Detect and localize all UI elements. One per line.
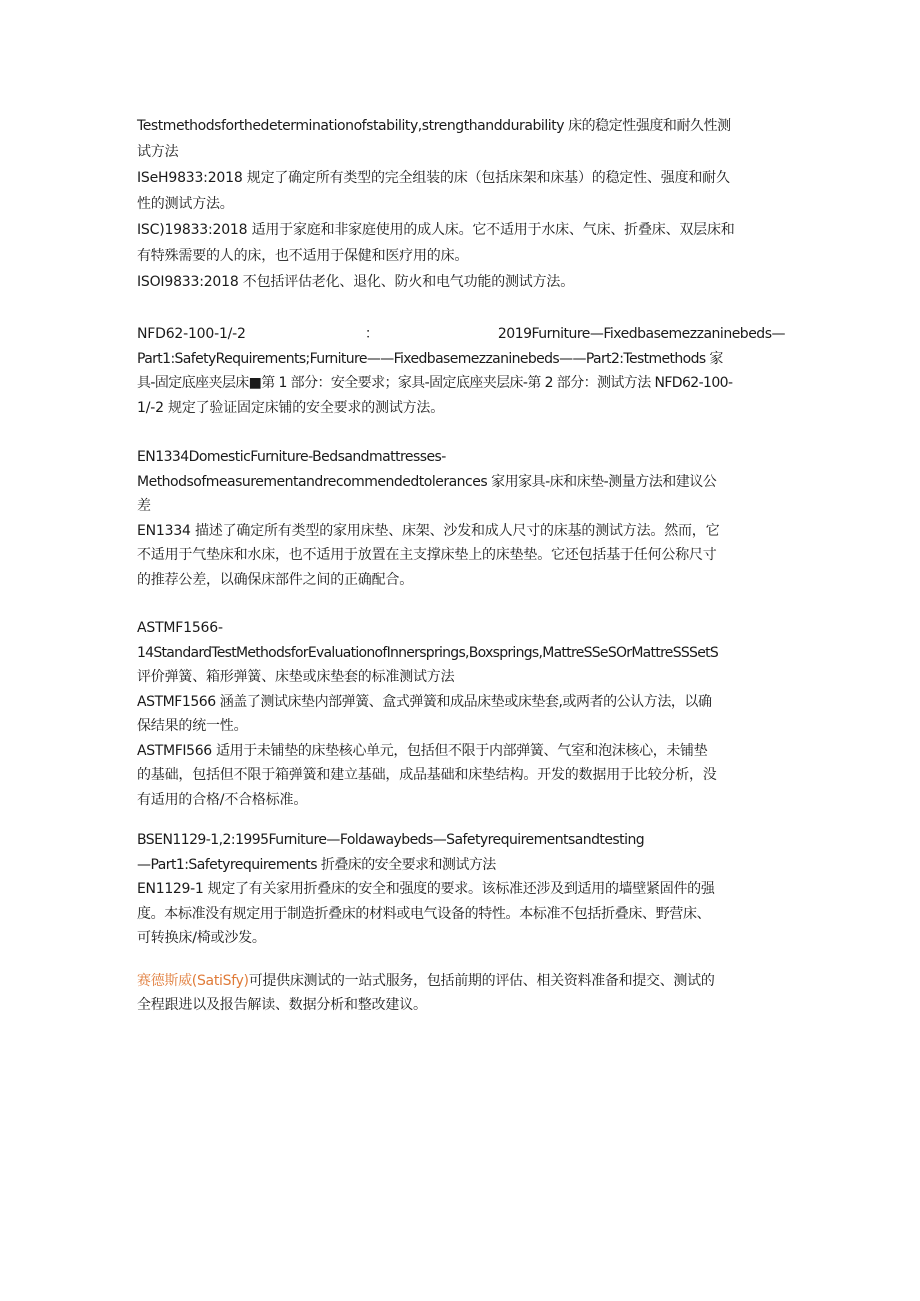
paragraph-line: 不适用于气垫床和水床，也不适用于放置在主支撑床垫上的床垫垫。它还包括基于任何公称尺寸 (137, 547, 717, 563)
paragraph-line: ASTMF1566- (137, 620, 223, 636)
paragraph-line: 保结果的统一性。 (137, 718, 248, 734)
paragraph-line (137, 322, 785, 347)
paragraph-line: 差 (137, 498, 151, 514)
paragraph-line: 具-固定底座夹层床■第 1 部分：安全要求；家具-固定底座夹层床-第 2 部分：测试方法 NFD62-100- (137, 375, 733, 391)
paragraph-line: —Part1:Safetyrequirements 折叠床的安全要求和测试方法 (137, 856, 496, 873)
section-nfd62 (137, 322, 785, 420)
paragraph-line: 有特殊需要的人的床，也不适用于保健和医疗用的床。 (137, 248, 469, 264)
section-astmf1566 (137, 616, 785, 812)
section-iso9833 (137, 113, 785, 295)
paragraph-line: 可转换床/椅或沙发。 (137, 930, 266, 946)
paragraph-line: 的推荐公差，以确保床部件之间的正确配合。 (137, 571, 413, 588)
paragraph-line: 评价弹簧、箱形弹簧、床垫或床垫套的标准测试方法 (137, 669, 455, 685)
section-bsen1129 (137, 828, 785, 951)
paragraph-line: BSEN1129-1,2:1995Furniture—Foldawaybeds—Safetyrequirementsandtesting (137, 832, 645, 848)
standard-title-start: 2019Furniture—Fixedbasemezzaninebeds— (497, 326, 785, 342)
paragraph-line: 性的测试方法。 (137, 196, 234, 212)
paragraph-line: ISOI9833:2018 不包括评估老化、退化、防火和电气功能的测试方法。 (137, 274, 574, 290)
paragraph-line: Testmethodsforthedeterminationofstability,strengthanddurability 床的稳定性强度和耐久性测 (137, 118, 731, 134)
paragraph-line: 全程跟进以及报告解读、数据分析和整改建议。 (137, 997, 427, 1013)
paragraph-line: EN1129-1 规定了有关家用折叠床的安全和强度的要求。该标准还涉及到适用的墙壁紧固件的强 (137, 881, 715, 897)
section-satisfy (137, 969, 785, 1018)
paragraph-line: ASTMFI566 适用于未铺垫的床垫核心单元，包括但不限于内部弹簧、气室和泡沫核心，未铺垫 (137, 742, 708, 759)
paragraph-line: EN1334 描述了确定所有类型的家用床垫、床架、沙发和成人尺寸的床基的测试方法。然而，它 (137, 522, 720, 539)
paragraph-line: ISeH9833:2018 规定了确定所有类型的完全组装的床（包括床架和床基）的稳定性、强度和耐久 (137, 170, 730, 186)
paragraph-line: 试方法 (137, 144, 179, 160)
paragraph-line (137, 969, 785, 994)
paragraph-line: 14StandardTestMethodsforEvaluationofInnersprings,Boxsprings,MattreSSeSOrMattreSSSetS (137, 644, 719, 661)
paragraph-line: ASTMF1566 涵盖了测试床垫内部弹簧、盒式弹簧和成品床垫或床垫套,或两者的公认方法，以确 (137, 693, 712, 710)
promo-text: 可提供床测试的一站式服务，包括前期的评估、相关资料准备和提交、测试的 (248, 972, 715, 989)
document-body (137, 113, 785, 1040)
paragraph-line: Methodsofmeasurementandrecommendedtolerances 家用家具-床和床垫-测量方法和建议公 (137, 473, 717, 490)
paragraph-line: 的基础，包括但不限于箱弹簧和建立基础，成品基础和床垫结构。开发的数据用于比较分析，没 (137, 767, 717, 783)
paragraph-line: ISC)19833:2018 适用于家庭和非家庭使用的成人床。它不适用于水床、气床、折叠床、双层床和 (137, 222, 735, 238)
paragraph-line: 有适用的合格/不合格标准。 (137, 791, 308, 808)
section-en1334 (137, 445, 785, 592)
company-name-highlight: 赛德斯威(SatiSfy) (137, 972, 249, 989)
paragraph-line: 1/-2 规定了验证固定床铺的安全要求的测试方法。 (137, 399, 445, 416)
standard-code: NFD62-100-1/-2 (137, 326, 246, 342)
paragraph-line: EN1334DomesticFurniture-Bedsandmattresses- (137, 449, 446, 465)
paragraph-line: Part1:SafetyRequirements;Furniture——Fixedbasemezzaninebeds——Part2:Testmethods 家 (137, 350, 723, 367)
colon-separator: ： (364, 326, 379, 342)
paragraph-line: 度。本标准没有规定用于制造折叠床的材料或电气设备的特性。本标准不包括折叠床、野营床、 (137, 905, 711, 922)
